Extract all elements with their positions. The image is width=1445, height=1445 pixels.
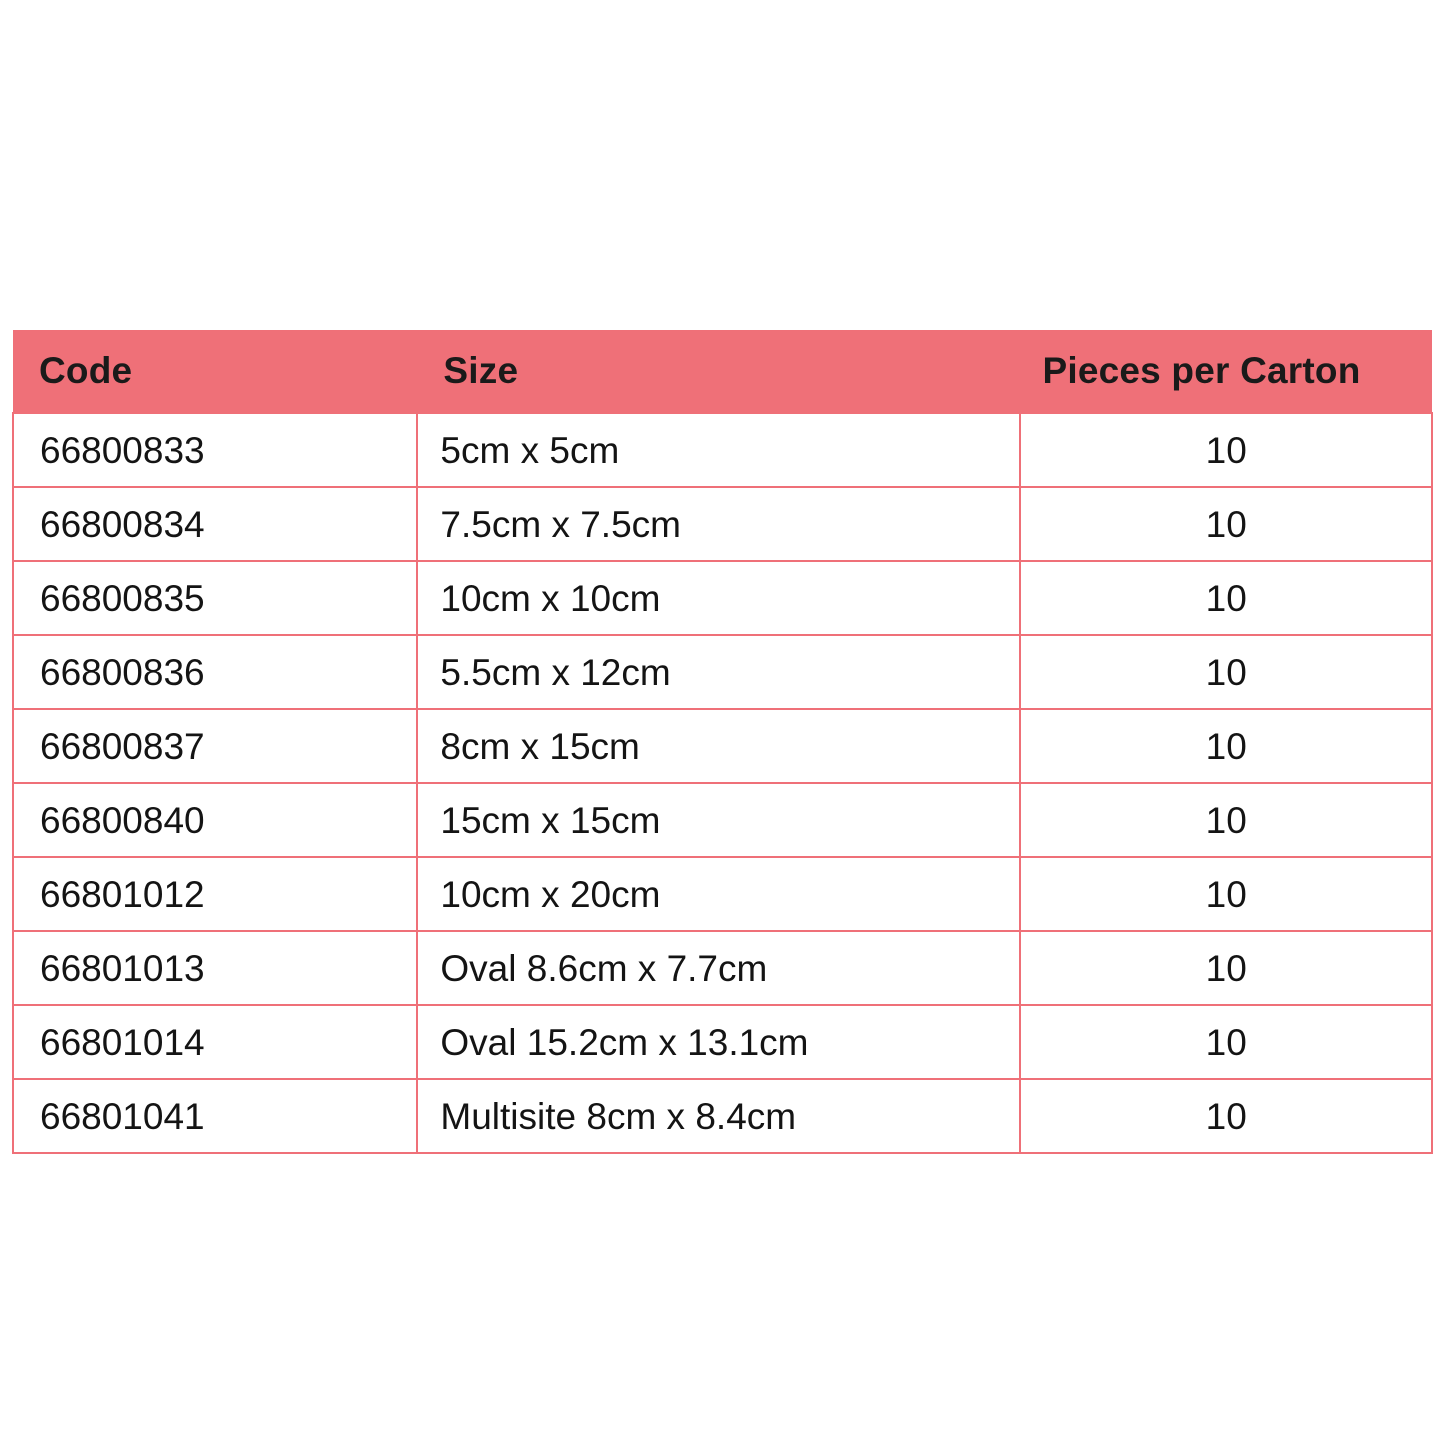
cell-size: 5.5cm x 12cm — [417, 635, 1020, 709]
cell-size: 7.5cm x 7.5cm — [417, 487, 1020, 561]
cell-size: 5cm x 5cm — [417, 413, 1020, 487]
cell-code: 66801013 — [13, 931, 417, 1005]
cell-code: 66800836 — [13, 635, 417, 709]
cell-size: Oval 8.6cm x 7.7cm — [417, 931, 1020, 1005]
cell-code: 66801041 — [13, 1079, 417, 1153]
column-header-size: Size — [417, 330, 1020, 413]
table-row — [13, 413, 1432, 487]
table-row — [13, 1005, 1432, 1079]
cell-size: 10cm x 10cm — [417, 561, 1020, 635]
cell-code: 66800837 — [13, 709, 417, 783]
cell-size: 8cm x 15cm — [417, 709, 1020, 783]
cell-code: 66801012 — [13, 857, 417, 931]
product-table — [12, 330, 1433, 1154]
column-header-pieces: Pieces per Carton — [1020, 330, 1432, 413]
cell-code: 66800835 — [13, 561, 417, 635]
cell-code: 66800833 — [13, 413, 417, 487]
cell-pieces: 10 — [1020, 931, 1432, 1005]
cell-pieces: 10 — [1020, 413, 1432, 487]
cell-pieces: 10 — [1020, 635, 1432, 709]
table-row — [13, 635, 1432, 709]
table-row — [13, 1079, 1432, 1153]
table-row — [13, 561, 1432, 635]
cell-pieces: 10 — [1020, 857, 1432, 931]
cell-pieces: 10 — [1020, 487, 1432, 561]
cell-pieces: 10 — [1020, 709, 1432, 783]
cell-pieces: 10 — [1020, 1005, 1432, 1079]
cell-code: 66801014 — [13, 1005, 417, 1079]
table-row — [13, 783, 1432, 857]
cell-size: 15cm x 15cm — [417, 783, 1020, 857]
table-header — [13, 330, 1432, 413]
column-header-code: Code — [13, 330, 417, 413]
cell-code: 66800840 — [13, 783, 417, 857]
cell-size: Oval 15.2cm x 13.1cm — [417, 1005, 1020, 1079]
cell-pieces: 10 — [1020, 561, 1432, 635]
cell-size: 10cm x 20cm — [417, 857, 1020, 931]
cell-pieces: 10 — [1020, 783, 1432, 857]
cell-pieces: 10 — [1020, 1079, 1432, 1153]
cell-size: Multisite 8cm x 8.4cm — [417, 1079, 1020, 1153]
product-table-container — [12, 330, 1433, 1154]
cell-code: 66800834 — [13, 487, 417, 561]
table-row — [13, 857, 1432, 931]
table-row — [13, 487, 1432, 561]
table-row — [13, 709, 1432, 783]
table-header-row — [13, 330, 1432, 413]
table-row — [13, 931, 1432, 1005]
table-body — [13, 413, 1432, 1153]
